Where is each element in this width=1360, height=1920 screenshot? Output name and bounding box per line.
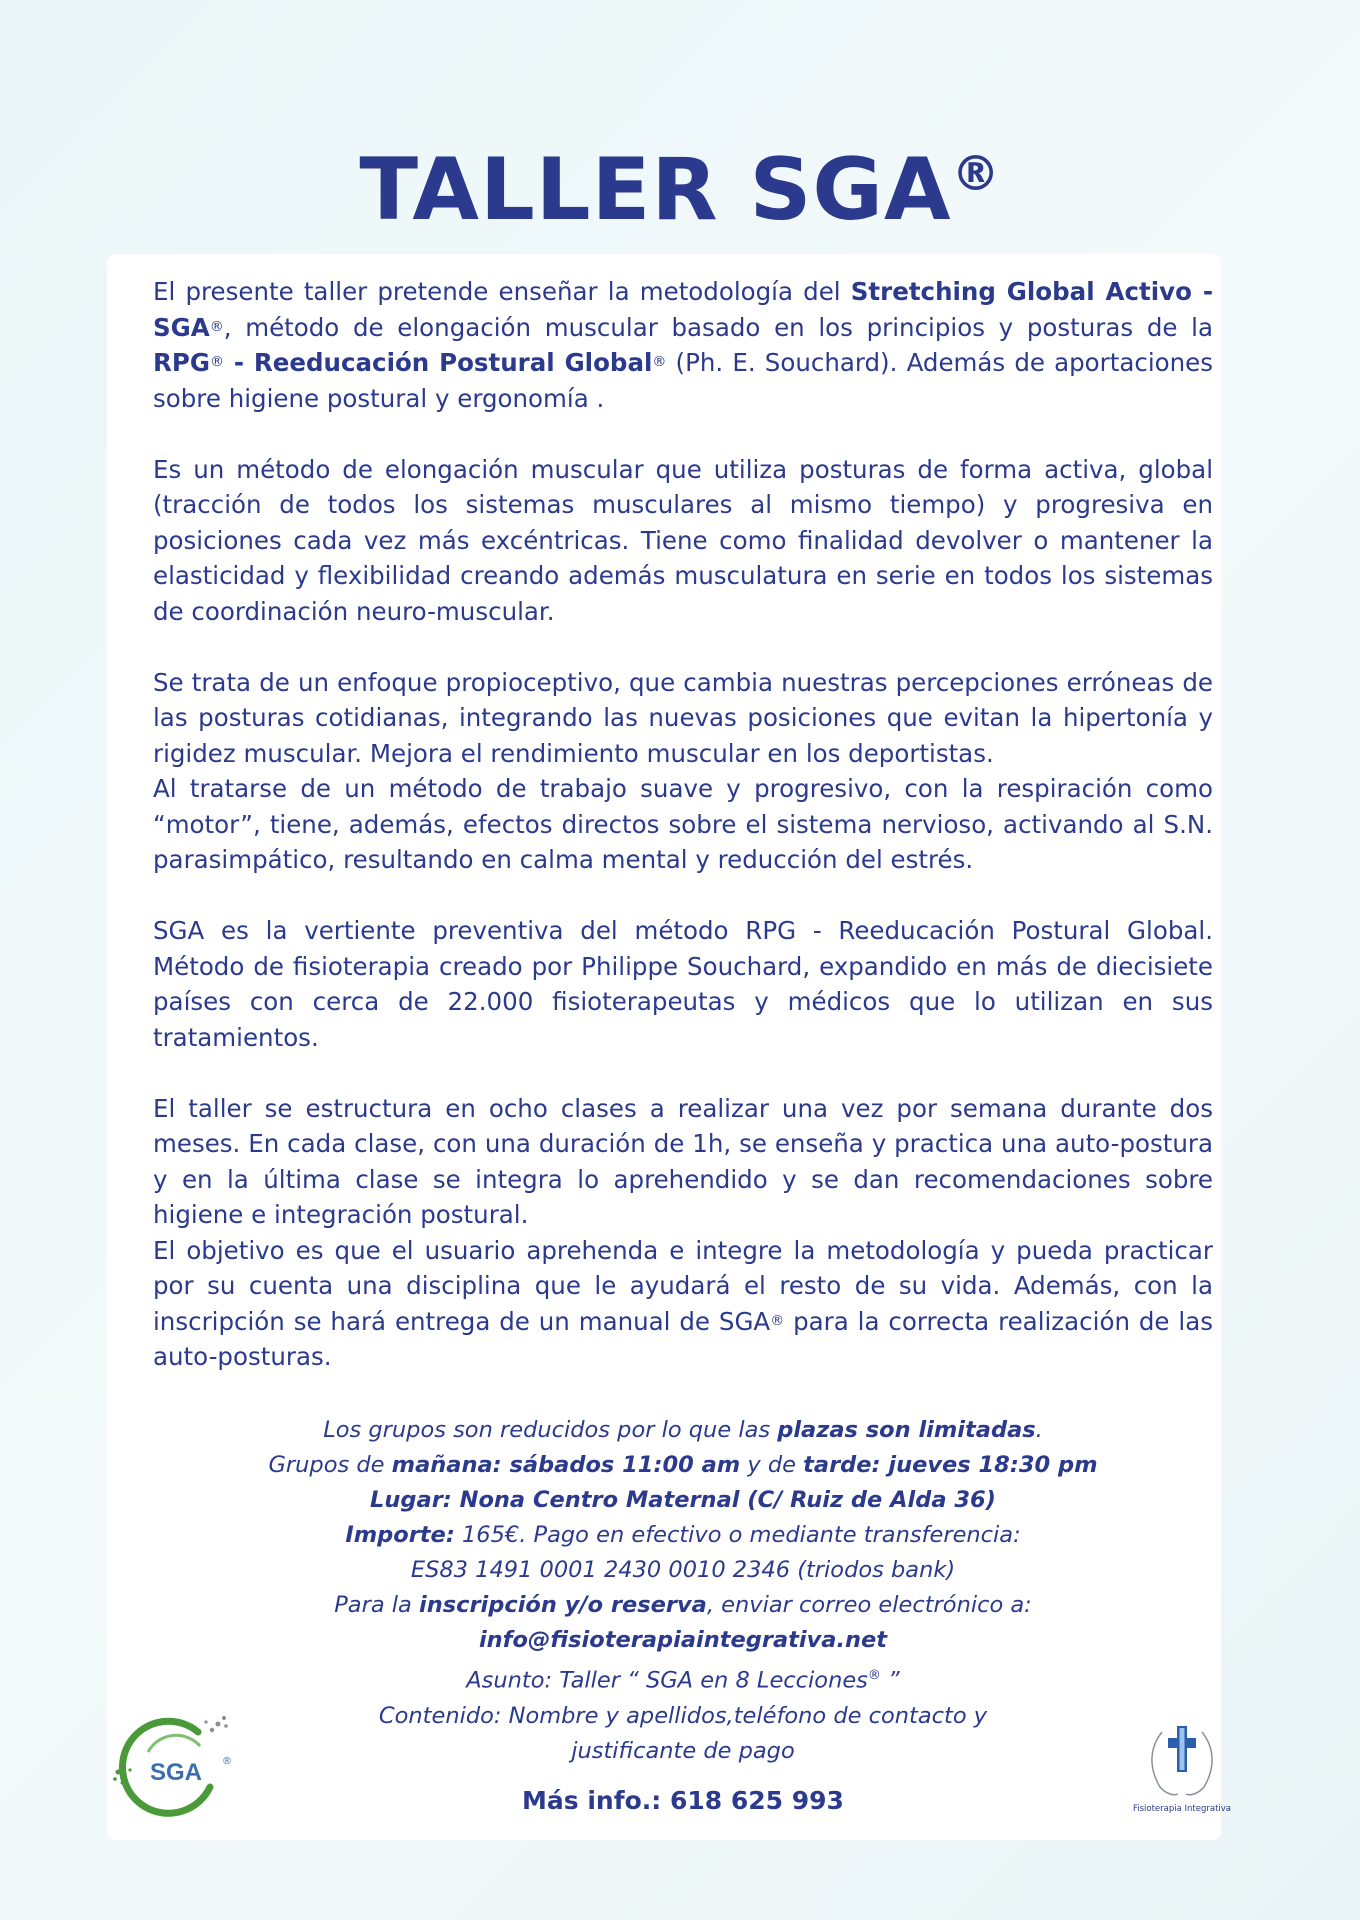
info-email-link[interactable]: info@fisioterapiaintegrativa.net bbox=[478, 1627, 888, 1653]
page-title bbox=[0, 140, 1360, 240]
fisioterapia-integrativa-caption: Fisioterapia Integrativa bbox=[1132, 1804, 1232, 1814]
paragraph-rpg: SGA es la vertiente preventiva del método RPG - Reeducación Postural Global. Método de fisioterapia creado por Philippe Souchard, expandido en más de diecisiete países con cerca de 22.000 fisioterapeutas y médicos que lo utilizan en sus tratamientos. bbox=[153, 916, 1213, 1052]
sga-logo bbox=[110, 1712, 240, 1822]
info-location-line: Lugar: Nona Centro Maternal (C/ Ruiz de Alda 36) bbox=[370, 1487, 996, 1513]
paragraph-breathing: Al tratarse de un método de trabajo suave y progresivo, con la respiración como “motor”, tiene, además, efectos directos sobre el sistema nervioso, activando al S.N. parasimpático, resultando en calma mental y reducción del estrés. bbox=[153, 774, 1213, 874]
info-groups-line: Los grupos son reducidos por lo que las plazas son limitadas. bbox=[323, 1417, 1043, 1443]
info-content-line-2: justificante de pago bbox=[571, 1737, 795, 1764]
sga-logo-text: SGA bbox=[150, 1759, 203, 1786]
paragraph-method: Es un método de elongación muscular que utiliza posturas de forma activa, global (tracción de todos los sistemas musculares al mismo tiempo) y progresiva en posiciones cada vez más excéntricas. Tiene como finalidad devolver o mantener la elasticidad y flexibilidad creando además musculatura en serie en todos los sistemas de coordinación neuro-muscular. bbox=[153, 454, 1213, 626]
paragraph-proprioceptive: Se trata de un enfoque propioceptivo, que cambia nuestras percepciones erróneas de las posturas cotidianas, integrando las nuevas posiciones que evitan la hipertonía y rigidez muscular. Mejora el rendimiento muscular en los deportistas. bbox=[153, 667, 1213, 768]
more-info-phone: Más info.: 618 625 993 bbox=[522, 1786, 844, 1815]
paragraph-objective: El objetivo es que el usuario aprehenda e integre la metodología y pueda practicar por su cuenta una disciplina que le ayudará el resto de su vida. Además, con la inscripción se hará entrega de un manual de SGA® para la correcta realización de las auto-posturas. bbox=[153, 1235, 1213, 1371]
sga-logo-mark bbox=[110, 1712, 240, 1822]
body-text bbox=[153, 274, 1213, 1410]
title-registered-mark: ® bbox=[951, 146, 1001, 202]
info-iban-line: ES83 1491 0001 2430 0010 2346 (triodos bank) bbox=[410, 1557, 956, 1583]
paragraph-structure: El taller se estructura en ocho clases a realizar una vez por semana durante dos meses. En cada clase, con una duración de 1h, se enseña y practica una auto-postura y en la última clase se integra lo aprehendido y se dan recomendaciones sobre higiene e integración postural. bbox=[153, 1093, 1213, 1229]
hands-cross-icon bbox=[1122, 1712, 1242, 1802]
info-subject-line: Asunto: Taller “ SGA en 8 Lecciones® ” bbox=[466, 1667, 900, 1694]
info-content-line: Contenido: Nombre y apellidos,teléfono de contacto y bbox=[378, 1702, 988, 1729]
info-schedule-line: Grupos de mañana: sábados 11:00 am y de tarde: jueves 18:30 pm bbox=[268, 1452, 1098, 1478]
info-price-line: Importe: 165€. Pago en efectivo o mediante transferencia: bbox=[345, 1522, 1021, 1548]
fisioterapia-integrativa-logo bbox=[1122, 1712, 1242, 1822]
paragraph-intro: El presente taller pretende enseñar la metodología del Stretching Global Activo - SGA®, método de elongación muscular basado en los principios y posturas de la RPG® - Reeducación Postural Global® (Ph. E. Souchard). Además de aportaciones sobre higiene postural y ergonomía . bbox=[153, 277, 1213, 413]
title-text: TALLER SGA bbox=[359, 140, 952, 240]
info-registration-line: Para la inscripción y/o reserva, enviar correo electrónico a: bbox=[334, 1592, 1032, 1618]
info-block bbox=[153, 1413, 1213, 1769]
sga-logo-mark-registered: ® bbox=[222, 1756, 232, 1767]
